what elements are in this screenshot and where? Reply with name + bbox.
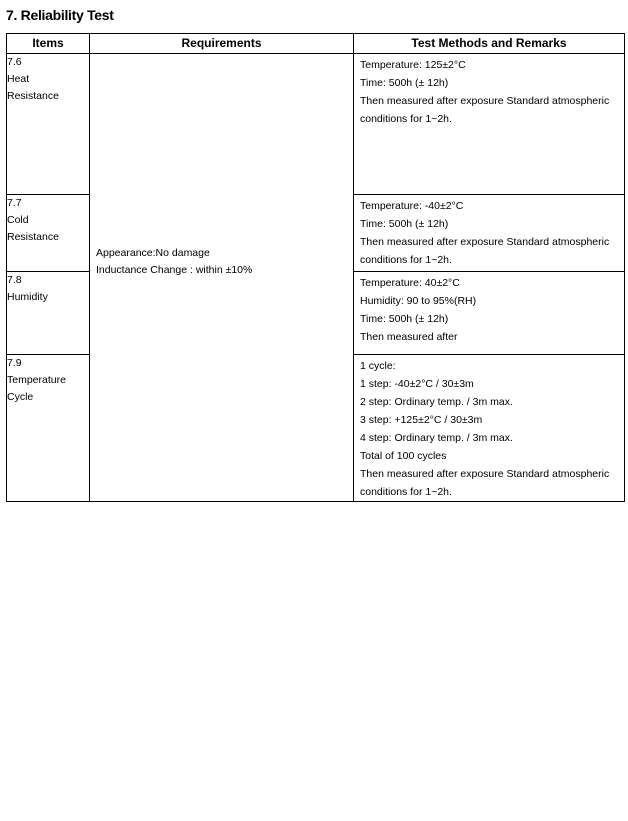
methods-cell-heat-resistance: [354, 54, 625, 195]
method-line: conditions for 1~2h.: [360, 486, 452, 498]
item-label: Resistance: [7, 90, 59, 102]
methods-cell-humidity: [354, 272, 625, 355]
method-line: 2 step: Ordinary temp. / 3m max.: [360, 396, 513, 408]
table-row: [7, 54, 625, 195]
method-line: 4 step: Ordinary temp. / 3m max.: [360, 432, 513, 444]
method-line: Temperature: 125±2°C: [360, 59, 466, 71]
method-line: 3 step: +125±2°C / 30±3m: [360, 414, 483, 426]
method-line: conditions for 1~2h.: [360, 254, 452, 266]
methods-cell-cold-resistance: [354, 195, 625, 272]
method-line: 1 cycle:: [360, 360, 396, 372]
method-line: Temperature: 40±2°C: [360, 277, 460, 289]
requirements-cell: [90, 54, 354, 502]
method-line: Temperature: -40±2°C: [360, 200, 464, 212]
methods-cell-temperature-cycle: [354, 355, 625, 502]
method-line: 1 step: -40±2°C / 30±3m: [360, 378, 474, 390]
item-label: Temperature: [7, 374, 66, 386]
table-header-row: [7, 34, 625, 54]
method-line: Time: 500h (± 12h): [360, 218, 449, 230]
item-cell-heat-resistance: [7, 54, 90, 195]
requirement-appearance: Appearance:No damage: [96, 246, 210, 259]
method-line: Then measured after exposure Standard atmospheric: [360, 95, 610, 107]
method-line: conditions for 1~2h.: [360, 113, 452, 125]
header-requirements: Requirements: [90, 34, 354, 54]
item-label: Cycle: [7, 391, 34, 403]
item-label: Cold: [7, 214, 29, 226]
method-line: Then measured after exposure Standard atmospheric: [360, 468, 610, 480]
item-label: Heat: [7, 73, 30, 85]
header-items: Items: [7, 34, 90, 54]
item-label: Humidity: [7, 291, 48, 303]
section-title: 7. Reliability Test: [6, 7, 114, 23]
reliability-test-table: [6, 33, 625, 502]
item-number: 7.6: [7, 56, 22, 68]
item-number: 7.9: [7, 357, 22, 369]
item-label: Resistance: [7, 231, 59, 243]
item-cell-cold-resistance: [7, 195, 90, 272]
item-cell-humidity: [7, 272, 90, 355]
item-number: 7.8: [7, 274, 22, 286]
requirement-inductance: Inductance Change : within ±10%: [96, 263, 253, 276]
header-test-methods: Test Methods and Remarks: [354, 34, 625, 54]
method-line: Humidity: 90 to 95%(RH): [360, 295, 477, 307]
method-line: Time: 500h (± 12h): [360, 77, 449, 89]
method-line: Then measured after exposure Standard atmospheric: [360, 236, 610, 248]
method-line: Time: 500h (± 12h): [360, 313, 449, 325]
method-line: Total of 100 cycles: [360, 450, 447, 462]
item-cell-temperature-cycle: [7, 355, 90, 502]
method-line: Then measured after: [360, 331, 458, 343]
item-number: 7.7: [7, 197, 22, 209]
